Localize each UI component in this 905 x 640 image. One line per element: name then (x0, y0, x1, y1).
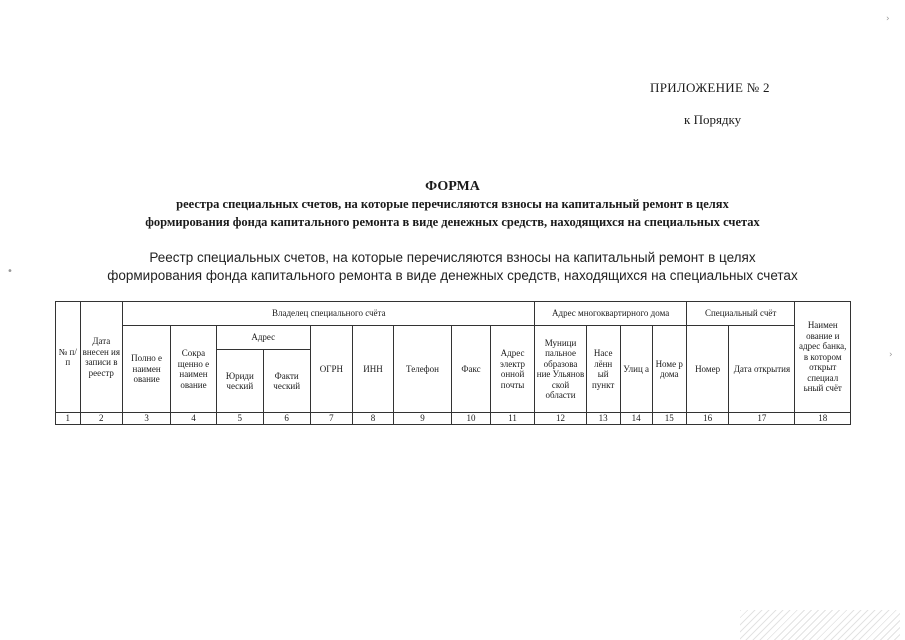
column-number: 13 (586, 413, 620, 425)
header-phone: Телефон (393, 326, 452, 413)
form-subtitle-line-2: формирования фонда капитального ремонта в виде денежных средств, находящихся на специальных счетах (145, 215, 760, 229)
column-number: 14 (620, 413, 652, 425)
scan-noise (740, 610, 900, 640)
column-number: 6 (263, 413, 310, 425)
column-number: 4 (171, 413, 217, 425)
header-actual-address: Факти ческий (263, 350, 310, 413)
header-email: Адрес электр онной почты (490, 326, 535, 413)
header-group-house-address: Адрес многоквартирного дома (535, 302, 686, 326)
header-legal-address: Юриди ческий (216, 350, 263, 413)
header-bank: Наимен ование и адрес банка, в котором открыт специал ьный счёт (795, 302, 851, 413)
column-number: 8 (353, 413, 393, 425)
header-municipality: Муници пальное образова ние Ульянов ской области (535, 326, 586, 413)
registry-title-line-2: формирования фонда капитального ремонта в виде денежных средств, находящихся на специальных счетах (107, 268, 798, 283)
header-account-number: Номер (686, 326, 729, 413)
header-group-special-account: Специальный счёт (686, 302, 795, 326)
header-street: Улиц а (620, 326, 652, 413)
header-fax: Факс (452, 326, 490, 413)
form-subtitle-line-1: реестра специальных счетов, на которые перечисляются взносы на капитальный ремонт в целях (176, 197, 729, 211)
column-number: 15 (652, 413, 686, 425)
header-ogrn: ОГРН (310, 326, 353, 413)
column-number: 16 (686, 413, 729, 425)
form-title: ФОРМА (425, 179, 480, 194)
column-number: 9 (393, 413, 452, 425)
column-number: 1 (56, 413, 81, 425)
column-number: 3 (123, 413, 171, 425)
header-group-owner: Владелец специального счёта (123, 302, 535, 326)
header-opening-date: Дата открытия (729, 326, 795, 413)
header-house-number: Номе р дома (652, 326, 686, 413)
header-settlement: Насе лённ ый пункт (586, 326, 620, 413)
column-number: 5 (216, 413, 263, 425)
scan-mark: › (886, 14, 890, 24)
column-number: 18 (795, 413, 851, 425)
header-row-number: № п/п (56, 302, 81, 413)
column-number: 11 (490, 413, 535, 425)
registry-table (55, 301, 851, 425)
header-short-name: Сокра щенно е наимен ование (171, 326, 217, 413)
order-reference: к Порядку (684, 112, 742, 127)
scan-mark: • (7, 266, 13, 277)
header-inn: ИНН (353, 326, 393, 413)
column-number: 2 (80, 413, 123, 425)
scan-mark: › (889, 350, 893, 360)
column-number: 7 (310, 413, 353, 425)
appendix-label: ПРИЛОЖЕНИЕ № 2 (650, 80, 770, 95)
header-group-address: Адрес (216, 326, 310, 350)
column-number: 12 (535, 413, 586, 425)
registry-title-line-1: Реестр специальных счетов, на которые перечисляются взносы на капитальный ремонт в целях (149, 250, 756, 265)
header-entry-date: Дата внесен ия записи в реестр (80, 302, 123, 413)
header-full-name: Полно е наимен ование (123, 326, 171, 413)
column-number: 10 (452, 413, 490, 425)
column-number: 17 (729, 413, 795, 425)
